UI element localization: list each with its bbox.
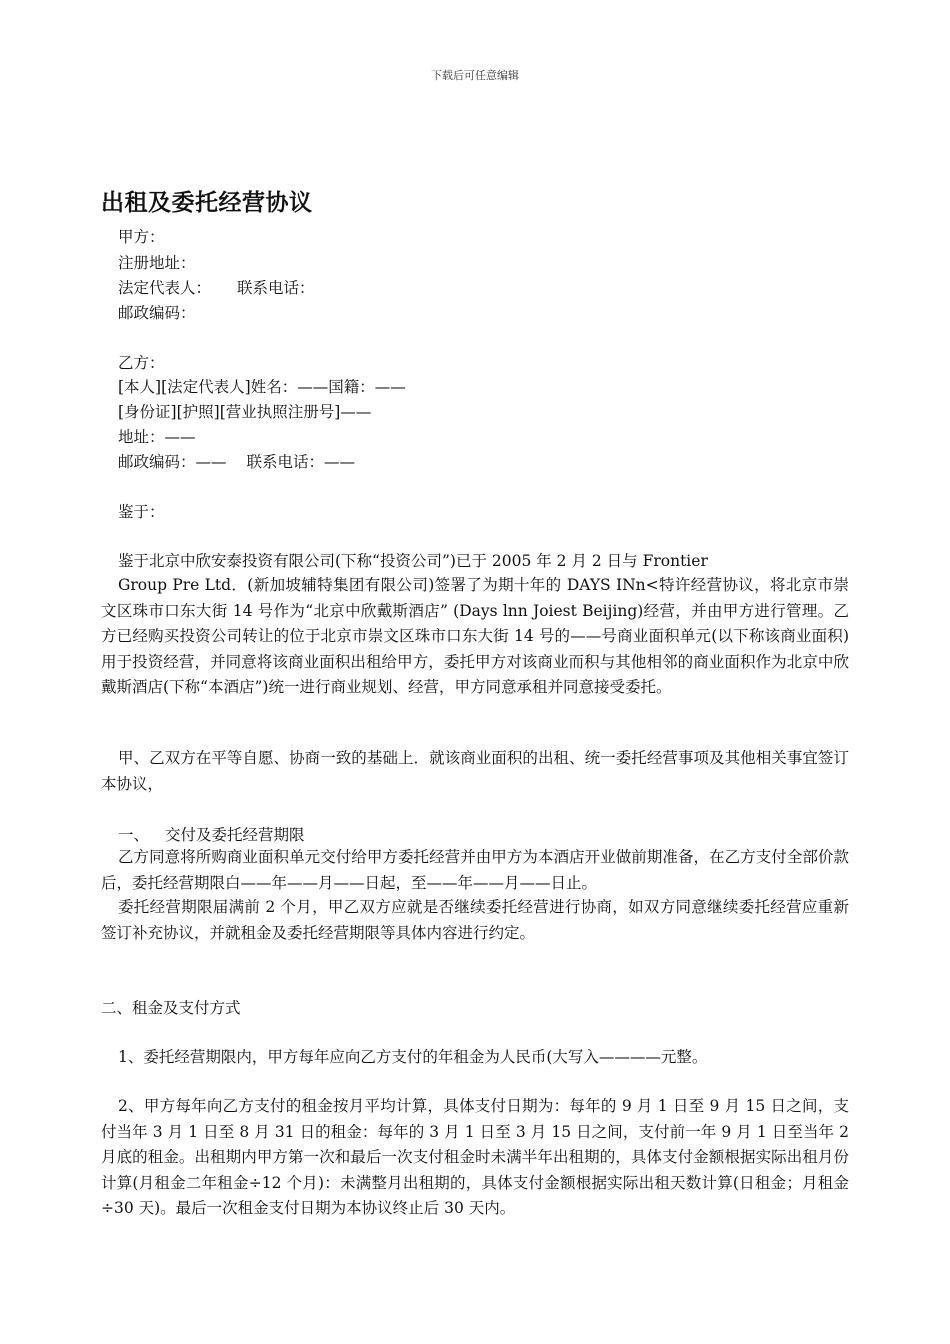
party-a-legal-rep: 法定代表人：: [118, 279, 212, 297]
section-2-item-2: 2、甲方每年向乙方支付的租金按月平均计算，具体支付日期为：每年的 9 月 1 日至 9 月 15 日之间，支付当年 3 月 1 日至 8 月 31 日的租金：每年的 3 月 1 日至 3 月 15 日之间，支付前一年 9 月 1 日至当年 2 月底的租金。出租期内甲方第一次和最后一次支付租金时未满半年出租期的，具体支付金额根据实际出租月份计算(月租金二年租金÷12 个月)：未满整月出租期的，具体支付金额根据实际出租天数计算(日租金；月租金÷30 天)。最后一次租金支付日期为本协议终止后 30 天内。: [101, 1097, 849, 1217]
whereas-label: 鉴于：: [118, 503, 165, 521]
party-a-phone: 联系电话：: [237, 279, 315, 297]
party-b-contact-line: [118, 452, 355, 472]
document-title: 出租及委托经营协议: [101, 190, 313, 216]
party-b-label: 乙方：: [118, 354, 165, 372]
section-1-title: 交付及委托经营期限: [165, 826, 305, 844]
party-b-address: 地址：——: [118, 428, 196, 446]
section-1-paragraph-2: 委托经营期限届满前 2 个月，甲乙双方应就是否继续委托经营进行协商，如双方同意继续委托经营应重新签订补充协议，并就租金及委托经营期限等具体内容进行约定。: [101, 898, 849, 942]
whereas-first-line: 鉴于北京中欣安泰投资有限公司(下称“投资公司”)已于 2005 年 2 月 2 日与 Frontier: [118, 552, 708, 570]
section-2-heading: 二、租金及支付方式: [101, 999, 241, 1017]
section-1-number: 一、: [118, 826, 150, 844]
section-1-heading: [118, 825, 305, 845]
party-b-phone: 联系电话：——: [246, 453, 356, 471]
party-a-postcode: 邮政编码：: [118, 304, 196, 322]
section-1-paragraph-1: 乙方同意将所购商业面积单元交付给甲方委托经营并由甲方为本酒店开业做前期准备，在乙方支付全部价款后，委托经营期限白——年——月——日起，至——年——月——日止。: [101, 848, 849, 892]
section-2-item-1: 1、委托经营期限内，甲方每年应向乙方支付的年租金为人民币(大写入————元整。: [118, 1048, 708, 1066]
agreement-intro-paragraph: 甲、乙双方在平等自愿、协商一致的基础上．就该商业面积的出租、统一委托经营事项及其他相关事宜签订本协议，: [101, 749, 849, 793]
page-header-note: 下载后可任意编辑: [431, 69, 519, 82]
party-b-postcode: 邮政编码：——: [118, 453, 227, 471]
party-a-label: 甲方：: [118, 228, 165, 246]
party-b-name-line: [本人][法定代表人]姓名：——国籍：——: [118, 378, 406, 396]
party-b-id-line: [身份证][护照][营业执照注册号]——: [118, 403, 372, 421]
party-a-contact-line: [118, 278, 315, 298]
party-a-address: 注册地址：: [118, 254, 196, 272]
whereas-paragraph: Group Pre Ltd．(新加坡辅特集团有限公司)签署了为期十年的 DAYS INn<特许经营协议，将北京市崇文区珠市口东大街 14 号作为“北京中欣戴斯酒店” (Days lnn Joiest Beijing)经营，并由甲方进行管理。乙方已经购买投资公司转让的位于北京市崇文区珠市口东大街 14 号的——号商业面积单元(以下称该商业面积)用于投资经营，并同意将该商业面积出租给甲方，委托甲方对该商业而积与其他相邻的商业面积作为北京中欣戴斯酒店(下称“本酒店”)统一进行商业规划、经营，甲方同意承租并同意接受委托。: [101, 576, 849, 696]
